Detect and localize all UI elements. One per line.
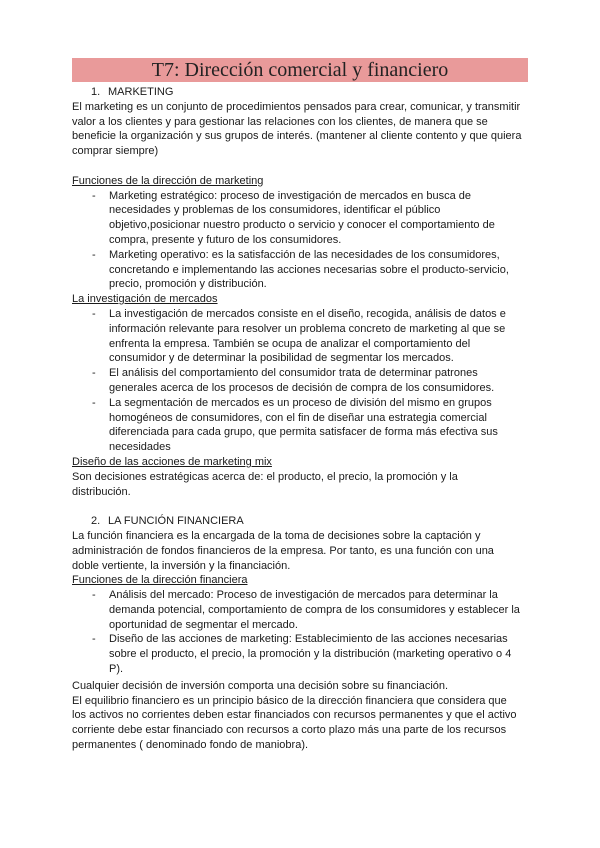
subheading-funciones-financiera: Funciones de la dirección financiera [72,574,248,587]
list-item-text: demanda potencial, comportamiento de compra de los consumidores y establecer la [109,603,520,616]
list-item-text: P). [109,663,124,676]
list-item-text: homogéneos de consumidores, con el fin de diseñar una estrategia comercial [109,411,487,424]
list-item-line [72,425,528,440]
document-title: T7: Dirección comercial y financiero [72,58,528,82]
bullet-dash: - [92,248,96,261]
list-item-text: Marketing estratégico: proceso de investigación de mercados en busca de [109,189,471,202]
marketing-intro-paragraph [72,100,528,159]
list-item-text: El análisis del comportamiento del consumidor trata de determinar patrones [109,367,478,380]
list-item-text: sobre el producto, el precio, la promoción y la distribución (marketing operativo o 4 [109,648,512,661]
text-line: los activos no corrientes deben estar financiados con recursos permanentes y que el activo [72,709,517,722]
list-item-text: generales acerca de los procesos de decisión de compra de los consumidores. [109,381,495,394]
marketing-mix-paragraph [72,470,528,500]
list-item-line [72,189,528,204]
text-line: doble vertiente, la inversión y la financiación. [72,559,291,572]
investigacion-list [72,307,528,455]
bullet-dash: - [92,589,96,602]
list-item-text: necesidades y problemas de los consumidores, identificar el público [109,204,441,217]
text-line: distribución. [72,485,131,498]
text-line: Son decisiones estratégicas acerca de: el producto, el precio, la promoción y la [72,470,458,483]
section-heading-marketing [72,85,528,100]
section-heading-financiera [72,514,528,529]
text-line: comprar siempre) [72,145,159,158]
list-item-text: oportunidad de segmentar el mercado. [109,618,298,631]
list-item [72,366,528,396]
list-item-line [72,440,528,455]
text-line: El marketing es un conjunto de procedimientos pensados para crear, comunicar, y transmitir [72,100,521,113]
text-line: valor a los clientes y para gestionar las relaciones con los clientes, de manera que se [72,115,488,128]
section-title: MARKETING [108,86,174,98]
list-item-text: diferenciada para cada grupo, que permita satisfacer de forma más efectiva sus [109,426,498,439]
list-item-text: consumidor y de determinar la posibilidad de segmentar los mercados. [109,352,454,365]
equilibrio-paragraph [72,694,528,753]
bullet-dash: - [92,189,96,202]
list-item-line [72,396,528,411]
funciones-marketing-list [72,189,528,293]
list-item-line [72,381,528,396]
list-item-text: enfrenta la empresa. También se ocupa de analizar el comportamiento del [109,337,471,350]
list-item-line [72,248,528,263]
list-item-line [72,263,528,278]
text-line: corriente debe estar financiado con recursos a corto plazo más una parte de los recursos [72,724,507,737]
list-item-text: La investigación de mercados consiste en el diseño, recogida, análisis de datos e [109,307,506,320]
list-item-line [72,203,528,218]
list-item-line [72,218,528,233]
list-item [72,307,528,366]
list-item-text: La segmentación de mercados es un proceso de división del mismo en grupos [109,396,492,409]
funciones-financiera-list [72,588,528,677]
list-item-text: Análisis del mercado: Proceso de investigación de mercados para determinar la [109,589,498,602]
section-title: LA FUNCIÓN FINANCIERA [108,515,244,528]
list-item [72,588,528,632]
bullet-dash: - [92,367,96,380]
text-line: La función financiera es la encargada de la toma de decisiones sobre la captación y [72,529,481,542]
subheading-investigacion: La investigación de mercados [72,293,218,306]
list-item-line [72,632,528,647]
list-item-text: Diseño de las acciones de marketing: Establecimiento de las acciones necesarias [109,633,508,646]
list-item-line [72,307,528,322]
list-item-text: compra, presente y futuro de los consumidores. [109,233,342,246]
list-item-line [72,647,528,662]
bullet-dash: - [92,307,96,320]
list-item-text: información relevante para resolver un problema concreto de marketing al que se [109,322,506,335]
section-number: 1. [91,86,101,98]
bullet-dash: - [92,633,96,646]
list-item [72,632,528,676]
list-item-line [72,233,528,248]
list-item [72,248,528,292]
list-item-line [72,351,528,366]
list-item-line [72,277,528,292]
list-item-text: precio, promoción y distribución. [109,278,267,291]
subheading-marketing-mix: Diseño de las acciones de marketing mix [72,455,272,468]
list-item-line [72,322,528,337]
list-item-line [72,366,528,381]
list-item [72,396,528,455]
list-item-text: necesidades [109,441,171,454]
list-item-line [72,603,528,618]
list-item-line [72,662,528,677]
list-item-text: Marketing operativo: es la satisfacción de las necesidades de los consumidores, [109,248,500,261]
section-number: 2. [91,515,101,528]
financiera-intro-paragraph [72,529,528,573]
subheading-funciones-marketing: Funciones de la dirección de marketing [72,174,264,187]
document-page [72,58,528,753]
list-item-line [72,618,528,633]
text-line: permanentes ( denominado fondo de maniobra). [72,739,309,752]
cualquier-paragraph: Cualquier decisión de inversión comporta una decisión sobre su financiación. [72,679,449,692]
list-item-line [72,411,528,426]
text-line: administración de fondos financieros de la empresa. Por tanto, es una función con una [72,544,494,557]
bullet-dash: - [92,396,96,409]
list-item [72,189,528,248]
text-line: beneficie la organización y sus grupos de interés. (mantener al cliente contento y que quiera [72,130,522,143]
list-item-line [72,337,528,352]
list-item-text: objetivo,posicionar nuestro producto o servicio y conocer el comportamiento de [109,219,495,232]
text-line: El equilibrio financiero es un principio básico de la dirección financiera que considera que [72,694,507,707]
list-item-text: concretando e implementando las acciones necesarias sobre el producto-servicio, [109,263,509,276]
list-item-line [72,588,528,603]
